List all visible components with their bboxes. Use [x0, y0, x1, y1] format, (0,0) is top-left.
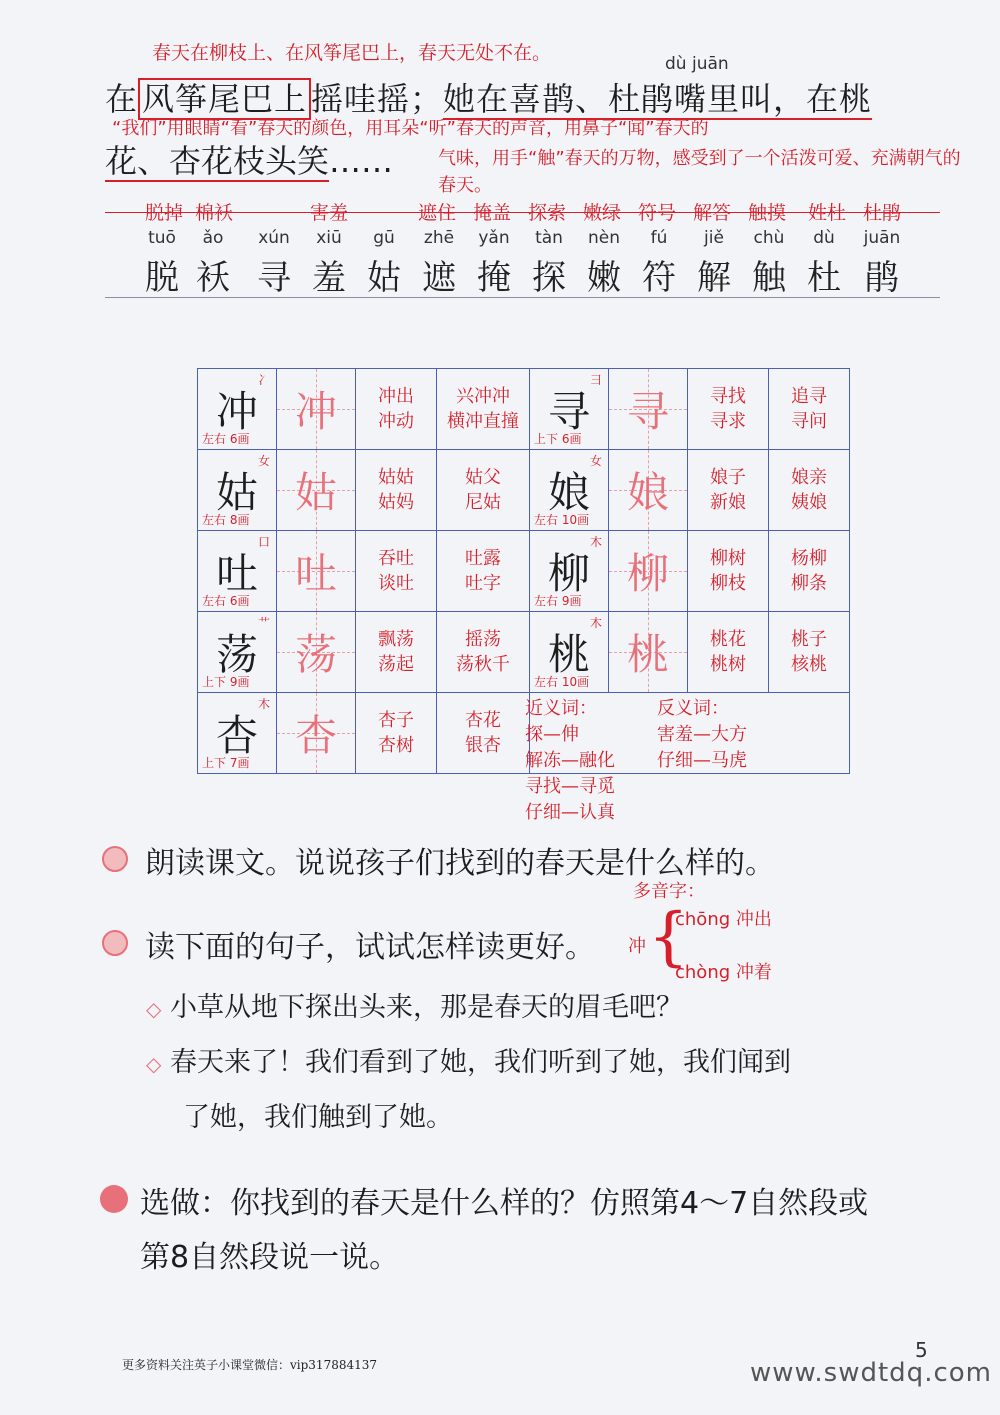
synonyms-title: 近义词： [525, 698, 597, 719]
char-pinyin: jiě [704, 228, 724, 248]
grid-copy-cell: 桃 [609, 612, 688, 693]
grid-row [198, 531, 850, 612]
char-pinyin: ǎo [202, 228, 224, 248]
ellipsis: …… [329, 142, 394, 180]
brace-icon: { [648, 900, 689, 974]
text: 摇哇摇； [311, 80, 444, 118]
polyphone-reading: chòng 冲着 [675, 962, 772, 983]
grid-char-cell: 娘 女 左右 10画 [530, 450, 609, 531]
pinyin-row [0, 228, 1000, 252]
question-2: 读下面的句子，试试怎样读更好。 [145, 930, 595, 965]
vocab-word: 解答 [693, 202, 732, 224]
new-character: 探 [532, 258, 566, 298]
question-3-cont: 第8自然段说一说。 [140, 1240, 400, 1275]
new-character: 脱 [145, 258, 179, 298]
grid-copy-cell: 寻 [609, 369, 688, 450]
grid-row [198, 369, 850, 450]
char-pinyin: gū [373, 228, 395, 248]
passage-line-2 [105, 136, 393, 182]
antonym-item: 仔细—马虎 [657, 750, 747, 771]
synonyms-block [525, 696, 615, 826]
grid-copy-cell: 杏 [277, 693, 356, 774]
grid-words-cell: 飘荡 荡起 [356, 612, 437, 693]
synonym-item: 仔细—认真 [525, 802, 615, 823]
grid-words-cell: 杏花 银杏 [437, 693, 530, 774]
grid-words-cell: 吞吐 谈吐 [356, 531, 437, 612]
new-character: 符 [642, 258, 676, 298]
grid-char-cell: 杏 木 上下 7画 [198, 693, 277, 774]
grid-copy-cell: 荡 [277, 612, 356, 693]
grid-words-cell: 娘子 新娘 [688, 450, 769, 531]
vocab-word: 嫩绿 [583, 202, 622, 224]
footer-note: 更多资料关注英子小课堂微信：vip317884137 [122, 1358, 378, 1372]
vocab-word: 姓杜 [808, 202, 847, 224]
new-character: 鹃 [865, 258, 899, 298]
character-row [0, 250, 1000, 298]
vocab-word: 探索 [528, 202, 567, 224]
char-pinyin: nèn [587, 228, 620, 248]
exercise-bullet-icon [102, 930, 128, 956]
grid-words-cell: 柳树 柳枝 [688, 531, 769, 612]
grid-char-cell: 寻 彐 上下 6画 [530, 369, 609, 450]
grid-char-cell: 柳 木 左右 9画 [530, 531, 609, 612]
grid-copy-cell: 姑 [277, 450, 356, 531]
char-pinyin: juān [863, 228, 901, 248]
char-pinyin: chù [753, 228, 785, 248]
grid-words-cell: 杏子 杏树 [356, 693, 437, 774]
grid-row [198, 612, 850, 693]
grid-words-cell: 桃子 核桃 [769, 612, 850, 693]
polyphone-char: 冲 [628, 936, 646, 957]
grid-row [198, 450, 850, 531]
char-pinyin: dù [813, 228, 835, 248]
char-pinyin: fú [650, 228, 668, 248]
underlined-phrase: 她在喜鹊、杜鹃嘴里叫，在桃 [443, 80, 873, 118]
polyphone-label: 多音字： [633, 881, 705, 902]
vocab-word: 遮住 [418, 202, 457, 224]
grid-words-cell: 追寻 寻问 [769, 369, 850, 450]
vocab-word: 脱掉 [145, 202, 184, 224]
grid-copy-cell: 冲 [277, 369, 356, 450]
annotation-right: 气味，用手“触”春天的万物，感受到了一个活泼可爱、充满朝气的春天。 [438, 148, 961, 196]
grid-words-cell: 吐露 吐字 [437, 531, 530, 612]
vocab-word: 符号 [638, 202, 677, 224]
vocab-word: 杜鹃 [863, 202, 902, 224]
new-character: 袄 [196, 258, 230, 298]
page-number: 5 [915, 1338, 928, 1362]
new-character: 杜 [807, 258, 841, 298]
sentence-2-cont: 了她，我们触到了她。 [183, 1102, 453, 1133]
grid-char-cell: 桃 木 左右 10画 [530, 612, 609, 693]
new-character: 嫩 [587, 258, 621, 298]
underlined-phrase: 花、杏花枝头笑 [105, 142, 330, 180]
diamond-icon: ◇ [146, 1052, 162, 1076]
grid-char-cell: 姑 女 左右 8画 [198, 450, 277, 531]
antonyms-block [657, 696, 747, 774]
synonym-item: 探—伸 [525, 724, 579, 745]
char-pinyin: tuō [148, 228, 176, 248]
grid-char-cell: 冲 冫 左右 6画 [198, 369, 277, 450]
char-pinyin: tàn [535, 228, 563, 248]
antonyms-title: 反义词： [657, 698, 729, 719]
boxed-phrase: 风筝尾巴上 [138, 78, 311, 120]
antonym-item: 害羞—大方 [657, 724, 747, 745]
synonym-item: 寻找—寻觅 [525, 776, 615, 797]
grid-words-cell: 寻找 寻求 [688, 369, 769, 450]
char-pinyin: xiū [316, 228, 342, 248]
pinyin-dujuan: dù juān [665, 54, 729, 74]
vocab-word: 棉袄 [195, 202, 234, 224]
grid-row [198, 693, 850, 774]
grid-words-cell: 冲出 冲动 [356, 369, 437, 450]
diamond-icon: ◇ [146, 997, 162, 1021]
vocab-word: 害羞 [310, 202, 349, 224]
grid-words-cell: 摇荡 荡秋千 [437, 612, 530, 693]
polyphone-reading: chōng 冲出 [675, 909, 772, 930]
new-character: 遮 [422, 258, 456, 298]
annotation-top: 春天在柳枝上、在风筝尾巴上，春天无处不在。 [152, 42, 552, 64]
grid-copy-cell: 娘 [609, 450, 688, 531]
new-character: 掩 [477, 258, 511, 298]
character-grid [197, 368, 850, 774]
new-character: 羞 [312, 258, 346, 298]
new-character: 触 [752, 258, 786, 298]
grid-char-cell: 吐 口 左右 6画 [198, 531, 277, 612]
grid-copy-cell: 柳 [609, 531, 688, 612]
grid-words-cell: 桃花 桃树 [688, 612, 769, 693]
grid-char-cell: 荡 艹 上下 9画 [198, 612, 277, 693]
char-pinyin: yǎn [478, 228, 510, 248]
new-character: 姑 [367, 258, 401, 298]
watermark: www.swdtdq.com [750, 1358, 992, 1388]
annotation-middle: “我们”用眼睛“看”春天的颜色，用耳朵“听”春天的声音，用鼻子“闻”春天的 [112, 118, 709, 139]
synonym-item: 解冻—融化 [525, 750, 615, 771]
grid-words-cell: 杨柳 柳条 [769, 531, 850, 612]
new-character: 解 [697, 258, 731, 298]
new-character: 寻 [257, 258, 291, 298]
grid-copy-cell: 吐 [277, 531, 356, 612]
sentence-1: ◇ 小草从地下探出头来，那是春天的眉毛吧？ [146, 992, 683, 1023]
optional-bullet-icon [100, 1185, 128, 1213]
text: 在 [105, 80, 139, 118]
divider [105, 297, 940, 298]
exercise-bullet-icon [102, 846, 128, 872]
grid-words-cell: 姑姑 姑妈 [356, 450, 437, 531]
grid-words-cell: 姑父 尼姑 [437, 450, 530, 531]
char-pinyin: xún [258, 228, 290, 248]
char-pinyin: zhē [423, 228, 455, 248]
vocab-word: 掩盖 [473, 202, 512, 224]
question-3: 选做：你找到的春天是什么样的？仿照第4～7自然段或 [140, 1186, 869, 1221]
grid-words-cell: 兴冲冲 横冲直撞 [437, 369, 530, 450]
grid-words-cell: 娘亲 姨娘 [769, 450, 850, 531]
sentence-2: ◇ 春天来了！我们看到了她，我们听到了她，我们闻到 [146, 1047, 791, 1078]
question-1: 朗读课文。说说孩子们找到的春天是什么样的。 [145, 846, 775, 881]
vocab-word: 触摸 [748, 202, 787, 224]
